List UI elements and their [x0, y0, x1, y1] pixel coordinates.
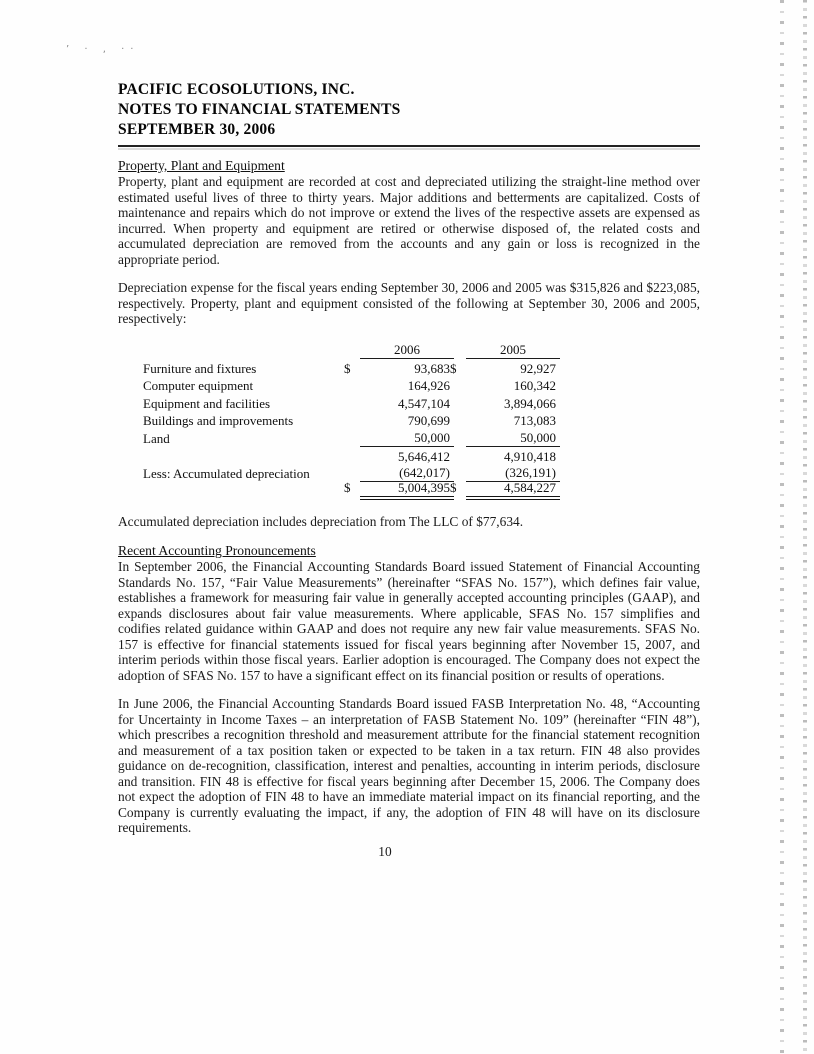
document-header — [118, 80, 700, 140]
table-row-accumulated-depreciation: Less: Accumulated depreciation (642,017) (326,191) — [143, 465, 700, 483]
pronouncements-paragraph-1: In September 2006, the Financial Accounting Standards Board issued Statement of Financial Accounting Standards No. 157, “Fair Value Measurements” (hereinafter “SFAS No. 157”), which defines fair value, establishes a framework for measuring fair value in generally accepted accounting principles (GAAP), and expands disclosures about fair value measurements. Where applicable, SFAS No. 157 simplifies and codifies related guidance within GAAP and does not require any new fair value measurements. SFAS No. 157 is effective for financial statements issued for fiscal years beginning after November 15, 2007, and interim periods within those fiscal years. Earlier adoption is encouraged. The Company does not expect the adoption of SFAS No. 157 to have a significant effect on its financial position or results of operations. — [118, 559, 700, 683]
dollar-sign: $ — [450, 479, 457, 495]
section-heading-property: Property, Plant and Equipment — [118, 158, 285, 173]
dollar-sign: $ — [450, 360, 457, 376]
property-paragraph-2: Depreciation expense for the fiscal years ending September 30, 2006 and 2005 was $315,826 and $223,085, respectively. Property, plant and equipment consisted of the following at September 30, 2006 and 2005, respectively: — [118, 280, 700, 326]
scan-artifact-dots-right-outer — [803, 0, 807, 1054]
scan-speckles: ’ · , ·· — [66, 44, 140, 55]
accumulated-depreciation-note: Accumulated depreciation includes depreciation from The LLC of $77,634. — [118, 513, 524, 529]
table-row: Furniture and fixtures $ 93,683 $ 92,927 — [143, 360, 556, 376]
column-header-2006: 2006 — [360, 342, 454, 359]
scan-artifact-dots-right-inner — [780, 0, 784, 1054]
statement-date: SEPTEMBER 30, 2006 — [118, 121, 276, 138]
table-row-total: $ 5,004,395 $ 4,584,227 — [143, 482, 700, 500]
table-header-row — [143, 342, 700, 360]
column-header-2005: 2005 — [466, 342, 560, 359]
dollar-sign: $ — [344, 360, 351, 376]
property-paragraph-1: Property, plant and equipment are recorded at cost and depreciated utilizing the straight-line method over estimated useful lives of three to thirty years. Major additions and betterments are capitalized. Costs of maintenance and repairs which do not improve or extend the lives of the respective assets are expensed as incurred. When property and equipment are retired or otherwise disposed of, the related costs and accumulated depreciation are removed from the accounts and any gain or loss is recognized in the appropriate period. — [118, 174, 700, 267]
header-rule — [118, 145, 700, 147]
table-row: Equipment and facilities 4,547,104 3,894,066 — [143, 395, 556, 411]
section-heading-pronouncements: Recent Accounting Pronouncements — [118, 543, 316, 559]
table-row-subtotal: 5,646,412 4,910,418 — [398, 448, 556, 464]
document-content — [118, 80, 700, 860]
dollar-sign: $ — [344, 479, 351, 495]
property-table — [143, 342, 700, 500]
table-row: Buildings and improvements 790,699 713,083 — [143, 413, 556, 429]
table-row-land: Land 50,000 50,000 — [143, 429, 700, 447]
table-row: Computer equipment 164,926 160,342 — [143, 378, 556, 394]
page-number: 10 — [378, 843, 392, 859]
document-title: NOTES TO FINANCIAL STATEMENTS — [118, 101, 401, 118]
pronouncements-paragraph-2: In June 2006, the Financial Accounting Standards Board issued FASB Interpretation No. 48, “Accounting for Uncertainty in Income Taxes – an interpretation of FASB Statement No. 109” (hereinafter “FIN 48”), which prescribes a recognition threshold and measurement attribute for the financial statement recognition and measurement of a tax position taken or expected to be taken in a tax return. FIN 48 also provides guidance on de-recognition, classification, interest and penalties, accounting in interim periods, disclosure and transition. FIN 48 is effective for fiscal years beginning after December 15, 2006. The Company does not expect the adoption of FIN 48 to have an immediate material impact on its financial reporting, and the Company is currently evaluating the impact, if any, the adoption of FIN 48 will have on its disclosure requirements. — [118, 696, 700, 836]
company-name: PACIFIC ECOSOLUTIONS, INC. — [118, 81, 355, 98]
